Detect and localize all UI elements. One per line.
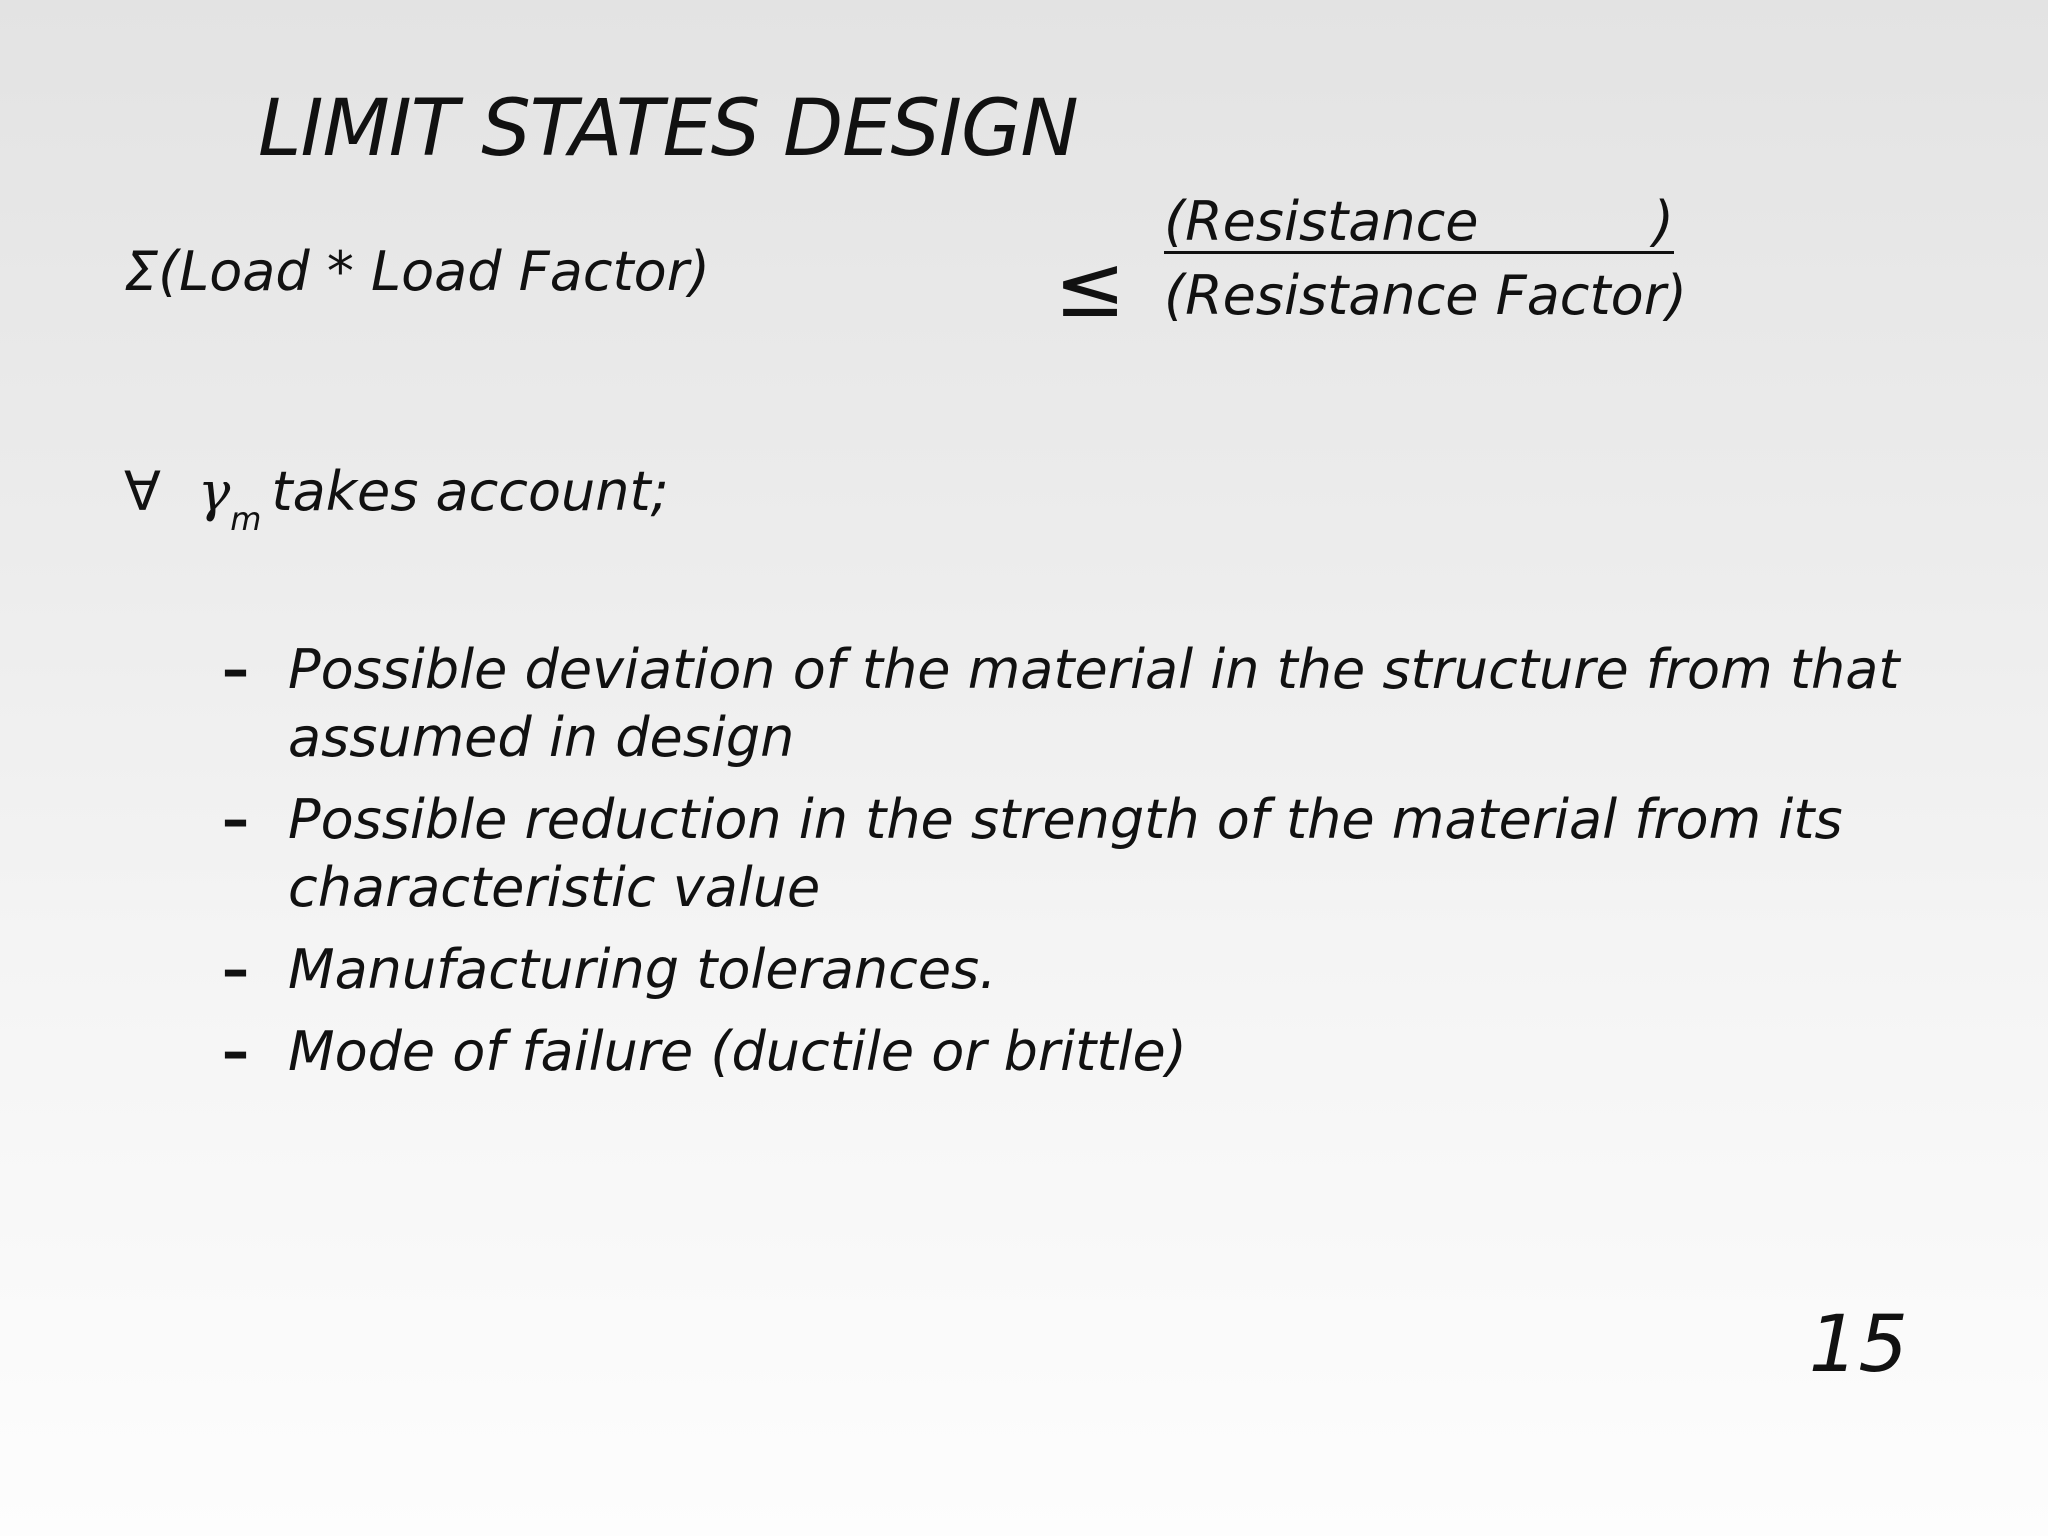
lead-text: takes account;: [271, 460, 669, 523]
list-item-text: Mode of failure (ductile or brittle): [288, 1020, 1187, 1083]
fraction-numerator: [1164, 190, 1674, 254]
factor-list: [222, 636, 1922, 1100]
slide-page-number: 15: [1808, 1300, 1908, 1390]
gamma-subscript: m: [230, 500, 262, 538]
fraction-denominator: (Resistance Factor): [1164, 264, 1687, 327]
formula-load-sum: Σ(Load * Load Factor): [124, 240, 710, 303]
list-item-text: Possible deviation of the material in the structure from that assumed in design: [288, 638, 1900, 769]
list-item-text: Possible reduction in the strength of the material from its characteristic value: [288, 788, 1843, 919]
list-item-text: Manufacturing tolerances.: [288, 938, 997, 1001]
list-item: [222, 636, 1922, 772]
dash-bullet-icon: –: [222, 938, 249, 1001]
resistance-fraction: [1164, 188, 1687, 330]
dash-bullet-icon: –: [222, 1020, 249, 1083]
slide-title: LIMIT STATES DESIGN: [258, 84, 1078, 174]
dash-bullet-icon: –: [222, 788, 249, 851]
gamma-symbol: γ: [198, 460, 231, 523]
dash-bullet-icon: –: [222, 638, 249, 701]
list-item: [222, 1018, 1922, 1086]
less-or-equal-symbol: ≤: [1054, 237, 1127, 337]
forall-bullet-icon: ∀: [124, 460, 161, 523]
list-item: [222, 936, 1922, 1004]
numerator-text: (Resistance: [1164, 190, 1479, 253]
numerator-close-paren: ): [1652, 190, 1674, 253]
lead-bullet: [124, 460, 669, 538]
list-item: [222, 786, 1922, 922]
